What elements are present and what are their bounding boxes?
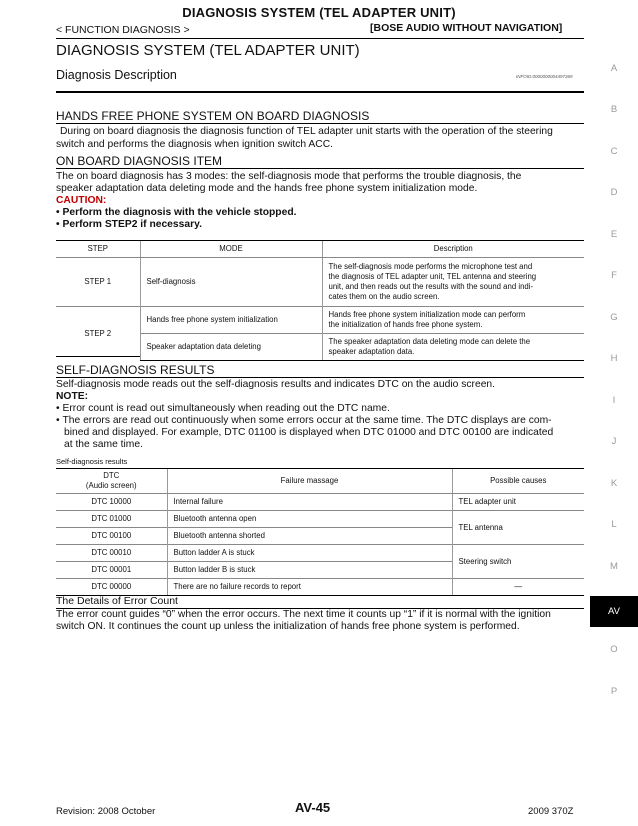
caution-label: CAUTION: bbox=[56, 195, 107, 206]
dtc-cause: — bbox=[452, 579, 584, 596]
side-tab-k[interactable]: K bbox=[610, 478, 618, 489]
dtc-message: There are no failure records to report bbox=[167, 579, 452, 596]
obd-text-1: The on board diagnosis has 3 modes: the self-diagnosis mode that performs the trouble diagnosis, the bbox=[56, 171, 522, 182]
self-diag-rule bbox=[56, 377, 584, 378]
section-title: DIAGNOSIS SYSTEM (TEL ADAPTER UNIT) bbox=[56, 42, 360, 59]
desc-line: unit, and then reads out the results with the sound and indi- bbox=[328, 282, 534, 291]
step-2-cell: STEP 2 bbox=[56, 307, 140, 361]
desc-line: cates them on the audio screen. bbox=[328, 292, 440, 302]
running-header-left: < FUNCTION DIAGNOSIS > bbox=[56, 24, 190, 36]
desc-line: The speaker adaptation data deleting mode can delete the bbox=[328, 336, 531, 346]
caution-bullet-2: • Perform STEP2 if necessary. bbox=[56, 219, 202, 230]
table-row bbox=[56, 511, 584, 528]
side-tab-e[interactable]: E bbox=[610, 229, 618, 240]
header-failure: Failure massage bbox=[167, 469, 452, 494]
mode-self-diagnosis: Self-diagnosis bbox=[140, 258, 322, 307]
desc-speaker-delete bbox=[322, 334, 584, 361]
dtc-code: DTC 00001 bbox=[56, 562, 167, 579]
side-tab-g[interactable]: G bbox=[610, 312, 618, 323]
obd-heading: ON BOARD DIAGNOSIS ITEM bbox=[56, 154, 223, 168]
desc-self-diagnosis bbox=[322, 258, 584, 307]
table-row bbox=[56, 258, 584, 307]
side-tab-b[interactable]: B bbox=[610, 104, 618, 115]
dtc-cause: TEL adapter unit bbox=[452, 494, 584, 511]
hfp-heading: HANDS FREE PHONE SYSTEM ON BOARD DIAGNOSIS bbox=[56, 109, 370, 123]
side-tab-j[interactable]: J bbox=[611, 436, 617, 447]
running-header-right: [BOSE AUDIO WITHOUT NAVIGATION] bbox=[370, 22, 563, 34]
side-tab-p[interactable]: P bbox=[610, 686, 618, 697]
desc-line: speaker adaptation data. bbox=[328, 347, 415, 356]
dtc-message: Bluetooth antenna shorted bbox=[167, 528, 452, 545]
footer-revision: Revision: 2008 October bbox=[56, 806, 156, 817]
side-tab-d[interactable]: D bbox=[610, 187, 618, 198]
obd-text-2: speaker adaptation data deleting mode and the hands free phone system initialization mode. bbox=[56, 183, 478, 194]
side-tab-c[interactable]: C bbox=[610, 146, 618, 157]
mode-table bbox=[56, 240, 584, 361]
dtc-code: DTC 01000 bbox=[56, 511, 167, 528]
step-1-cell: STEP 1 bbox=[84, 276, 112, 286]
header-mode: MODE bbox=[140, 241, 322, 258]
dtc-cause: TEL antenna bbox=[452, 511, 584, 545]
dtc-table bbox=[56, 468, 584, 596]
side-tab-av-active[interactable]: AV bbox=[590, 596, 638, 627]
side-tab-o[interactable]: O bbox=[610, 644, 618, 655]
table-row bbox=[56, 579, 584, 596]
header-step: STEP bbox=[56, 241, 140, 258]
note-2-cont: at the same time. bbox=[64, 439, 143, 450]
side-tab-m[interactable]: M bbox=[610, 561, 618, 572]
dtc-message: Button ladder B is stuck bbox=[167, 562, 452, 579]
desc-line: the diagnosis of TEL adapter unit, TEL antenna and steering bbox=[328, 271, 537, 281]
dtc-message: Internal failure bbox=[167, 494, 452, 511]
header-cause: Possible causes bbox=[452, 469, 584, 494]
table-row bbox=[56, 307, 584, 334]
header-description: Description bbox=[322, 241, 584, 258]
side-tab-i[interactable]: I bbox=[612, 395, 616, 406]
hfp-text-1: During on board diagnosis the diagnosis function of TEL adapter unit starts with the operation of the steering bbox=[60, 126, 553, 137]
dtc-code: DTC 00100 bbox=[56, 528, 167, 545]
header-dtc-line2: (Audio screen) bbox=[85, 481, 137, 491]
desc-line: The self-diagnosis mode performs the microphone test and bbox=[328, 261, 533, 271]
side-tab-a[interactable]: A bbox=[610, 63, 618, 74]
note-2: • The errors are read out continuously when some errors occur at the same time. The DTC displays are com- bbox=[56, 415, 552, 426]
page-number: AV-45 bbox=[295, 800, 331, 815]
dtc-cause: Steering switch bbox=[452, 545, 584, 579]
diagnosis-description-heading: Diagnosis Description bbox=[56, 68, 177, 82]
table-row bbox=[56, 545, 584, 562]
obd-rule bbox=[56, 168, 584, 169]
dtc-code: DTC 00000 bbox=[56, 579, 167, 596]
mode-initialization: Hands free phone system initialization bbox=[140, 307, 322, 334]
side-tab-f[interactable]: F bbox=[611, 270, 617, 281]
note-1: • Error count is read out simultaneously when reading out the DTC name. bbox=[56, 403, 390, 414]
error-count-heading: The Details of Error Count bbox=[56, 595, 178, 607]
desc-initialization bbox=[322, 307, 584, 334]
self-diag-heading: SELF-DIAGNOSIS RESULTS bbox=[56, 363, 215, 377]
running-header-title: DIAGNOSIS SYSTEM (TEL ADAPTER UNIT) bbox=[182, 5, 456, 20]
caution-bullet-1: • Perform the diagnosis with the vehicle stopped. bbox=[56, 207, 297, 218]
self-diag-text: Self-diagnosis mode reads out the self-diagnosis results and indicates DTC on the audio screen. bbox=[56, 379, 496, 390]
error-count-text-2: switch ON. It continues the count up unless the initialization of hands free phone system is performed. bbox=[56, 621, 520, 632]
mode-speaker-delete: Speaker adaptation data deleting bbox=[140, 334, 322, 361]
header-dtc-line1: DTC bbox=[103, 471, 120, 480]
mode-table-header bbox=[56, 241, 584, 258]
heading-rule bbox=[56, 91, 584, 93]
note-2-cont: bined and displayed. For example, DTC 01100 is displayed when DTC 01000 and DTC 00100 are indicated bbox=[64, 427, 554, 438]
dtc-code: DTC 10000 bbox=[91, 497, 132, 507]
error-count-text-1: The error count guides “0” when the error occurs. The next time it counts up “1” if it is normal with the ignition bbox=[56, 609, 551, 620]
table-bottom-rule bbox=[56, 356, 140, 357]
footer-model: 2009 370Z bbox=[528, 806, 574, 817]
dtc-code: DTC 00010 bbox=[56, 545, 167, 562]
dtc-message: Button ladder A is stuck bbox=[167, 545, 452, 562]
dtc-table-header bbox=[56, 469, 584, 494]
side-tab-l[interactable]: L bbox=[611, 519, 617, 530]
info-id: INFOID:0000000004497369 bbox=[516, 74, 573, 79]
header-rule bbox=[56, 38, 584, 39]
table-row bbox=[56, 494, 584, 511]
side-tab-h[interactable]: H bbox=[610, 353, 618, 364]
table-caption: Self-diagnosis results bbox=[56, 457, 128, 466]
hfp-text-2: switch and performs the diagnosis when ignition switch ACC. bbox=[56, 139, 334, 150]
desc-line: Hands free phone system initialization mode can perform bbox=[328, 309, 526, 319]
desc-line: the initialization of hands free phone system. bbox=[328, 320, 483, 329]
hfp-rule bbox=[56, 123, 584, 124]
note-label: NOTE: bbox=[56, 391, 89, 402]
header-dtc bbox=[56, 469, 167, 494]
dtc-message: Bluetooth antenna open bbox=[167, 511, 452, 528]
